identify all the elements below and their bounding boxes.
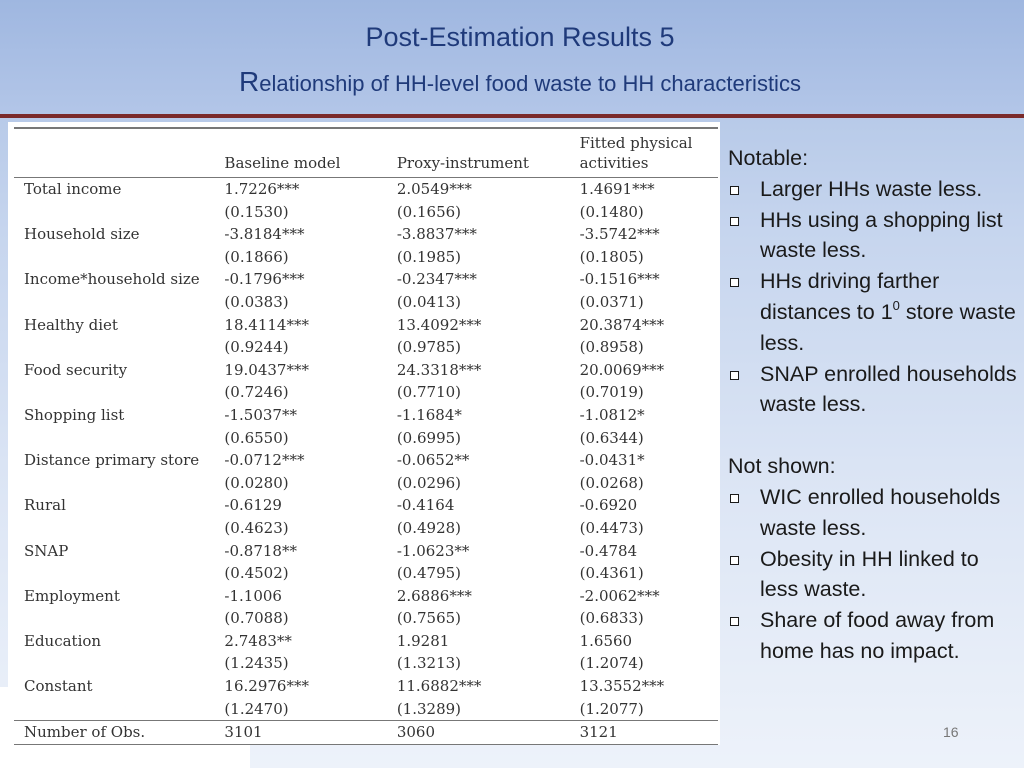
standard-error-cell: (1.3213) bbox=[396, 654, 462, 673]
variable-label: Constant bbox=[24, 677, 93, 696]
coefficient-cell: -2.0062*** bbox=[579, 586, 660, 605]
header-cell-blank bbox=[14, 129, 224, 178]
coefficient-cell: 2.0549*** bbox=[396, 180, 472, 198]
coefficient-cell: 18.4114*** bbox=[224, 315, 309, 334]
table-row-se bbox=[14, 562, 718, 585]
standard-error-cell: (1.2074) bbox=[579, 654, 644, 673]
standard-error-cell: (1.3289) bbox=[396, 699, 462, 718]
standard-error-cell: (0.4795) bbox=[396, 564, 462, 583]
standard-error-cell: (0.1480) bbox=[579, 202, 644, 221]
table-row-se bbox=[14, 201, 718, 224]
coefficient-cell: -3.8184*** bbox=[224, 225, 305, 244]
table-row bbox=[14, 178, 718, 201]
coefficient-cell: 13.3552*** bbox=[579, 677, 665, 696]
coefficient-cell: -0.6129 bbox=[224, 496, 282, 515]
not-shown-list bbox=[728, 482, 1018, 667]
coefficient-cell: 24.3318*** bbox=[396, 360, 482, 379]
standard-error-cell: (0.1530) bbox=[224, 202, 289, 221]
not-shown-item-text: WIC enrolled households waste less. bbox=[760, 484, 1001, 540]
table-row-se bbox=[14, 381, 718, 404]
standard-error-cell: (0.7088) bbox=[224, 609, 289, 628]
blank-cell bbox=[14, 652, 224, 675]
not-shown-item bbox=[728, 605, 1018, 667]
table-row-se bbox=[14, 517, 718, 540]
variable-label: Healthy diet bbox=[24, 315, 118, 334]
standard-error-cell: (0.0296) bbox=[396, 473, 462, 492]
table-row-se bbox=[14, 472, 718, 495]
standard-error-cell: (0.4361) bbox=[579, 564, 644, 583]
notable-item bbox=[728, 205, 1018, 267]
blank-cell bbox=[14, 562, 224, 585]
table-row-se bbox=[14, 336, 718, 359]
slide-subtitle bbox=[0, 66, 1024, 98]
table-row bbox=[14, 449, 718, 472]
standard-error-cell: (1.2435) bbox=[224, 654, 289, 673]
standard-error-cell: (0.1656) bbox=[396, 202, 462, 221]
standard-error-cell: (0.7246) bbox=[224, 383, 289, 402]
not-shown-heading: Not shown: bbox=[728, 454, 836, 479]
checkbox-bullet-icon bbox=[730, 371, 739, 380]
standard-error-cell: (1.2077) bbox=[579, 699, 644, 718]
standard-error-cell: (0.8958) bbox=[579, 338, 644, 357]
standard-error-cell: (1.2470) bbox=[224, 699, 289, 718]
subtitle-initial: R bbox=[239, 66, 260, 97]
obs-value: 3101 bbox=[224, 721, 396, 745]
coefficient-cell: 2.7483** bbox=[224, 631, 292, 650]
checkbox-bullet-icon bbox=[730, 186, 739, 195]
obs-value: 3060 bbox=[397, 721, 580, 745]
table-row bbox=[14, 675, 718, 698]
standard-error-cell: (0.6550) bbox=[224, 428, 289, 447]
coefficient-cell: -3.8837*** bbox=[396, 225, 477, 244]
obs-row bbox=[14, 721, 718, 745]
coefficient-cell: 13.4092*** bbox=[396, 315, 482, 334]
standard-error-cell: (0.6833) bbox=[579, 609, 644, 628]
coefficient-cell: -3.5742*** bbox=[579, 225, 660, 244]
coefficient-cell: -0.2347*** bbox=[396, 270, 477, 289]
variable-label: Food security bbox=[24, 360, 128, 379]
blank-cell bbox=[14, 607, 224, 630]
standard-error-cell: (0.4502) bbox=[224, 564, 289, 583]
table-row bbox=[14, 314, 718, 337]
variable-label: Distance primary store bbox=[24, 451, 200, 470]
standard-error-cell: (0.0383) bbox=[224, 292, 289, 311]
coefficient-cell: 16.2976*** bbox=[224, 677, 309, 696]
header-band bbox=[0, 0, 1024, 116]
standard-error-cell: (0.0371) bbox=[579, 292, 644, 311]
coefficient-cell: 1.7226*** bbox=[224, 180, 300, 198]
table-row bbox=[14, 359, 718, 382]
subtitle-text: elationship of HH-level food waste to HH characteristics bbox=[259, 71, 801, 96]
coefficient-cell: 20.3874*** bbox=[579, 315, 665, 334]
table-row-se bbox=[14, 246, 718, 269]
coefficient-cell: -1.0623** bbox=[396, 541, 470, 560]
header-proxy-instrument: Proxy-instrument bbox=[396, 154, 529, 172]
notable-item-text: Larger HHs waste less. bbox=[760, 176, 983, 201]
title-divider bbox=[0, 114, 1024, 118]
checkbox-bullet-icon bbox=[730, 494, 739, 503]
coefficient-cell: 20.0069*** bbox=[579, 360, 665, 379]
standard-error-cell: (0.4928) bbox=[396, 518, 462, 537]
notable-item-text: HHs using a shopping list waste less. bbox=[760, 207, 1003, 263]
standard-error-cell: (0.6344) bbox=[579, 428, 644, 447]
coefficient-cell: -1.1006 bbox=[224, 586, 282, 605]
coefficient-cell: 2.6886*** bbox=[396, 586, 472, 605]
not-shown-item-text: Share of food away from home has no impact. bbox=[760, 608, 995, 663]
coefficient-cell: -0.4784 bbox=[579, 541, 638, 560]
obs-label: Number of Obs. bbox=[14, 721, 224, 745]
table-row bbox=[14, 540, 718, 563]
notable-item bbox=[728, 174, 1018, 205]
superscript-zero: 0 bbox=[892, 297, 900, 313]
standard-error-cell: (0.4623) bbox=[224, 518, 289, 537]
checkbox-bullet-icon bbox=[730, 278, 739, 287]
not-shown-item-text: Obesity in HH linked to less waste. bbox=[760, 546, 979, 602]
coefficient-cell: -0.0652** bbox=[396, 451, 470, 470]
checkbox-bullet-icon bbox=[730, 556, 739, 565]
standard-error-cell: (0.1866) bbox=[224, 247, 289, 266]
blank-cell bbox=[14, 291, 224, 314]
coefficient-cell: 1.4691*** bbox=[579, 180, 655, 198]
standard-error-cell: (0.0280) bbox=[224, 473, 289, 492]
variable-label: Total income bbox=[24, 180, 122, 198]
standard-error-cell: (0.1805) bbox=[579, 247, 644, 266]
blank-cell bbox=[14, 517, 224, 540]
notable-heading: Notable: bbox=[728, 146, 809, 170]
coefficient-cell: 19.0437*** bbox=[224, 360, 309, 379]
standard-error-cell: (0.0413) bbox=[396, 292, 462, 311]
blank-cell bbox=[14, 246, 224, 269]
checkbox-bullet-icon bbox=[730, 217, 739, 226]
coefficient-cell: -0.6920 bbox=[579, 496, 638, 515]
checkbox-bullet-icon bbox=[730, 617, 739, 626]
variable-label: Shopping list bbox=[24, 405, 125, 424]
standard-error-cell: (0.4473) bbox=[579, 518, 644, 537]
table-row-se bbox=[14, 652, 718, 675]
table-row bbox=[14, 404, 718, 427]
standard-error-cell: (0.9244) bbox=[224, 338, 289, 357]
blank-cell bbox=[14, 336, 224, 359]
notable-list bbox=[728, 174, 1018, 420]
variable-label: Rural bbox=[24, 496, 66, 515]
table-row bbox=[14, 630, 718, 653]
slide-title: Post-Estimation Results 5 bbox=[365, 22, 675, 52]
page-number: 16 bbox=[943, 724, 959, 740]
notes-panel bbox=[728, 143, 1018, 667]
standard-error-cell: (0.6995) bbox=[396, 428, 462, 447]
table-row-se bbox=[14, 698, 718, 721]
blank-cell bbox=[14, 698, 224, 721]
coefficient-cell: -1.0812* bbox=[579, 405, 645, 424]
not-shown-item bbox=[728, 482, 1018, 544]
variable-label: SNAP bbox=[24, 541, 69, 560]
header-fitted-line2: activities bbox=[579, 154, 649, 172]
blank-cell bbox=[14, 201, 224, 224]
coefficient-cell: -0.1516*** bbox=[579, 270, 660, 289]
header-fitted-physical-activities bbox=[580, 129, 718, 178]
coefficient-cell: -0.4164 bbox=[396, 496, 455, 515]
regression-table bbox=[14, 127, 718, 745]
notable-item bbox=[728, 266, 1018, 358]
variable-label: Employment bbox=[24, 586, 120, 605]
table-row bbox=[14, 268, 718, 291]
standard-error-cell: (0.9785) bbox=[396, 338, 462, 357]
coefficient-cell: -0.8718** bbox=[224, 541, 297, 560]
standard-error-cell: (0.7710) bbox=[396, 383, 462, 402]
coefficient-cell: -1.5037** bbox=[224, 405, 297, 424]
table-row-se bbox=[14, 607, 718, 630]
variable-label: Household size bbox=[24, 225, 140, 244]
standard-error-cell: (0.0268) bbox=[579, 473, 644, 492]
standard-error-cell: (0.1985) bbox=[396, 247, 462, 266]
coefficient-cell: -0.1796*** bbox=[224, 270, 305, 289]
not-shown-item bbox=[728, 544, 1018, 606]
variable-label: Income*household size bbox=[24, 270, 200, 289]
standard-error-cell: (0.7565) bbox=[396, 609, 462, 628]
variable-label: Education bbox=[24, 631, 102, 650]
table-row-se bbox=[14, 427, 718, 450]
table-header-row bbox=[14, 129, 718, 178]
header-baseline-model: Baseline model bbox=[224, 154, 341, 172]
coefficient-cell: 1.9281 bbox=[396, 631, 450, 650]
coefficient-cell: -0.0431* bbox=[579, 451, 645, 470]
blank-cell bbox=[14, 381, 224, 404]
blank-cell bbox=[14, 472, 224, 495]
notable-item-text: SNAP enrolled households waste less. bbox=[760, 361, 1017, 417]
standard-error-cell: (0.7019) bbox=[579, 383, 644, 402]
header-fitted-line1: Fitted physical bbox=[579, 134, 693, 152]
obs-value: 3121 bbox=[580, 721, 718, 745]
table-row bbox=[14, 585, 718, 608]
blank-cell bbox=[14, 427, 224, 450]
notable-item-text: HHs driving farther distances to 1 bbox=[760, 269, 940, 324]
notable-item-text-end: store waste less. bbox=[760, 299, 1016, 355]
table-row bbox=[14, 494, 718, 517]
section-gap bbox=[728, 420, 1018, 451]
table-row bbox=[14, 223, 718, 246]
coefficient-cell: 11.6882*** bbox=[396, 677, 482, 696]
coefficient-cell: -0.0712*** bbox=[224, 451, 305, 470]
coefficient-cell: -1.1684* bbox=[396, 405, 462, 424]
regression-table-panel bbox=[8, 122, 720, 745]
table-body bbox=[14, 178, 718, 745]
coefficient-cell: 1.6560 bbox=[579, 631, 633, 650]
notable-item bbox=[728, 359, 1018, 421]
table-row-se bbox=[14, 291, 718, 314]
